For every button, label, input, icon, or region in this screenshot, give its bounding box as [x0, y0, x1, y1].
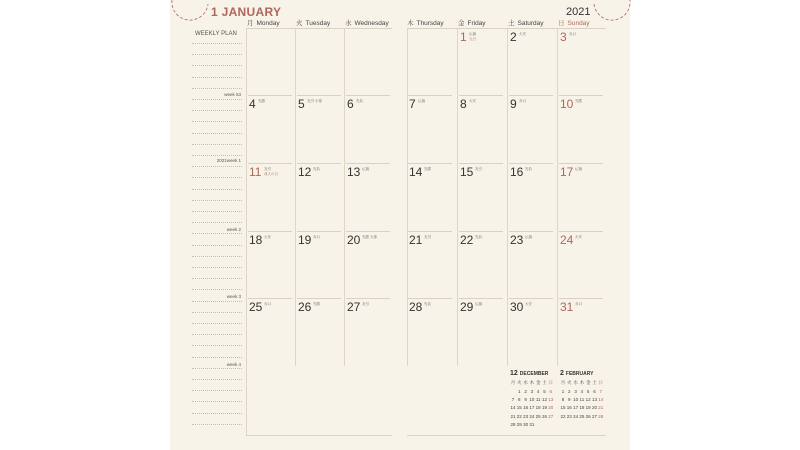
- day-header-kanji: 金: [458, 20, 465, 27]
- mini-date: 23: [566, 413, 572, 419]
- mini-date: 29: [516, 421, 522, 427]
- day-note: 仏滅: [575, 167, 582, 171]
- plan-line: [192, 110, 242, 111]
- mini-calendar-number: 2: [560, 370, 564, 377]
- day-header-tuesday: [296, 18, 330, 27]
- mini-date: 20: [591, 405, 597, 411]
- mini-date: 8: [561, 397, 565, 403]
- mini-date: 12: [585, 397, 591, 403]
- mini-date: 27: [548, 413, 554, 419]
- mini-date: 24: [529, 413, 535, 419]
- plan-line: [192, 312, 242, 313]
- mini-weekday: 土: [592, 380, 597, 385]
- day-header-kanji: 月: [247, 20, 254, 27]
- mini-date: 3: [574, 389, 577, 394]
- mini-date: 5: [586, 389, 590, 394]
- mini-date: 7: [511, 397, 515, 403]
- mini-date: 2: [568, 389, 571, 394]
- date-underline: [346, 95, 390, 96]
- date-number: 11: [249, 165, 262, 179]
- plan-line: [192, 245, 242, 246]
- day-header-name: Friday: [467, 20, 486, 27]
- date-underline: [459, 95, 503, 96]
- mini-calendar-name: DECEMBER: [519, 371, 549, 377]
- day-note: 仏滅: [475, 302, 482, 306]
- mini-date: 26: [585, 413, 591, 419]
- mini-date: 1: [518, 389, 521, 394]
- day-note: 大安: [575, 235, 582, 239]
- mini-date: 19: [585, 405, 591, 411]
- mini-date: 6: [549, 389, 553, 394]
- day-header-kanji: 木: [407, 20, 414, 27]
- mini-date: 16: [523, 405, 529, 411]
- day-note: 赤口: [313, 235, 320, 239]
- date-underline: [559, 298, 603, 299]
- mini-weekday: 水: [573, 380, 578, 385]
- mini-date: 4: [536, 389, 540, 394]
- day-header-name: Monday: [256, 20, 280, 27]
- mini-date: 11: [535, 397, 541, 403]
- date-underline: [559, 163, 603, 164]
- mini-date: 26: [541, 413, 547, 419]
- bottom-line: [407, 435, 606, 436]
- mini-date: 8: [518, 397, 521, 403]
- mini-date: 22: [560, 413, 566, 419]
- date-number: 22: [460, 233, 474, 247]
- date-underline: [408, 231, 452, 232]
- day-note: 赤口: [264, 302, 271, 306]
- mini-date: 15: [560, 405, 566, 411]
- plan-line: [192, 334, 242, 335]
- date-underline: [559, 231, 603, 232]
- date-number: 13: [347, 165, 361, 179]
- plan-line: [192, 144, 242, 145]
- day-header-name: Saturday: [517, 20, 544, 27]
- mini-weekday: 木: [579, 380, 585, 385]
- plan-line: [192, 200, 242, 201]
- date-number: 17: [560, 165, 574, 179]
- day-header-sunday: [558, 18, 590, 27]
- plan-line: [192, 155, 242, 156]
- plan-line: [192, 65, 242, 66]
- date-underline: [346, 163, 390, 164]
- plan-line: [192, 233, 242, 234]
- plan-line: [192, 43, 242, 44]
- day-header-wednesday: [345, 18, 389, 27]
- date-underline: [297, 298, 341, 299]
- day-header-name: Tuesday: [305, 20, 331, 27]
- date-number: 24: [560, 233, 574, 247]
- mini-date: 13: [548, 397, 554, 403]
- mini-date: 5: [543, 389, 546, 394]
- header-underline: [246, 28, 392, 29]
- date-number: 25: [249, 300, 263, 314]
- plan-line: [192, 323, 242, 324]
- plan-line: [192, 54, 242, 55]
- mini-date: 1: [561, 389, 565, 394]
- mini-weekday: 金: [585, 380, 591, 385]
- day-note: 先負: [313, 167, 320, 171]
- date-number: 15: [460, 165, 474, 179]
- plan-line: [192, 368, 242, 369]
- week-label: week 2: [226, 227, 241, 232]
- bottom-line: [246, 435, 392, 436]
- column-divider: [246, 28, 247, 436]
- mini-date: 28: [598, 413, 604, 419]
- date-number: 29: [460, 300, 474, 314]
- date-number: 12: [298, 165, 312, 179]
- date-number: 8: [460, 97, 467, 111]
- mini-date: 15: [516, 405, 522, 411]
- day-note: 友引: [424, 235, 431, 239]
- date-underline: [509, 95, 553, 96]
- date-number: 6: [347, 97, 354, 111]
- left-corner-arc: [170, 0, 210, 22]
- week-label: week 4: [226, 362, 241, 367]
- mini-date: 3: [530, 389, 534, 394]
- mini-date: 17: [573, 405, 579, 411]
- date-number: 20: [347, 233, 361, 247]
- plan-line: [192, 379, 242, 380]
- week-label: 2021week 1: [216, 158, 241, 163]
- plan-line: [192, 413, 242, 414]
- date-underline: [297, 231, 341, 232]
- column-divider: [507, 28, 508, 366]
- plan-line: [192, 357, 242, 358]
- column-divider: [344, 28, 345, 366]
- mini-date: 27: [591, 413, 597, 419]
- day-header-name: Thursday: [416, 20, 444, 27]
- day-note: 大安: [264, 235, 271, 239]
- mini-weekday: 日: [598, 380, 604, 385]
- plan-line: [192, 289, 242, 290]
- mini-date: 14: [598, 397, 604, 403]
- mini-date: 2: [524, 389, 527, 394]
- mini-weekday: 土: [542, 380, 547, 385]
- date-underline: [509, 231, 553, 232]
- plan-line: [192, 166, 242, 167]
- day-note: 友引: [475, 167, 482, 171]
- date-underline: [459, 298, 503, 299]
- mini-date: 21: [510, 413, 516, 419]
- mini-weekday: 火: [517, 380, 522, 385]
- day-note: 仏滅: [418, 99, 425, 103]
- day-note: 赤口: [575, 302, 582, 306]
- plan-line: [192, 77, 242, 78]
- date-underline: [346, 231, 390, 232]
- date-underline: [459, 231, 503, 232]
- plan-line: [192, 345, 242, 346]
- mini-date: 13: [591, 397, 597, 403]
- mini-date: 17: [529, 405, 535, 411]
- mini-date: 25: [579, 413, 585, 419]
- date-underline: [297, 163, 341, 164]
- mini-date: 28: [510, 421, 516, 427]
- mini-date: 30: [523, 421, 529, 427]
- mini-date: 11: [579, 397, 585, 403]
- column-divider: [557, 28, 558, 366]
- day-note: 先勝 大寒: [362, 235, 377, 239]
- day-header-name: Sunday: [567, 20, 590, 27]
- date-underline: [559, 95, 603, 96]
- mini-date: 10: [573, 397, 579, 403]
- plan-line: [192, 278, 242, 279]
- date-number: 31: [560, 300, 574, 314]
- column-divider: [407, 28, 408, 366]
- day-header-kanji: 火: [296, 20, 303, 27]
- week-label: week 3: [226, 294, 241, 299]
- plan-line: [192, 222, 242, 223]
- day-note: 先負: [356, 99, 363, 103]
- column-divider: [457, 28, 458, 366]
- day-note: 先負: [525, 167, 532, 171]
- mini-date: 12: [541, 397, 547, 403]
- plan-line: [192, 133, 242, 134]
- mini-weekday: 木: [529, 380, 535, 385]
- date-number: 28: [409, 300, 423, 314]
- mini-date: 18: [579, 405, 585, 411]
- day-note: 先勝: [575, 99, 582, 103]
- date-underline: [248, 95, 292, 96]
- mini-date: 16: [566, 405, 572, 411]
- plan-line: [192, 189, 242, 190]
- date-number: 26: [298, 300, 312, 314]
- plan-line: [192, 256, 242, 257]
- mini-date: 22: [516, 413, 522, 419]
- mini-date: 21: [598, 405, 604, 411]
- date-number: 16: [510, 165, 524, 179]
- plan-line: [192, 177, 242, 178]
- day-note: 仏滅: [525, 235, 532, 239]
- date-number: 27: [347, 300, 361, 314]
- day-note: 赤口: [519, 99, 526, 103]
- date-number: 5: [298, 97, 305, 111]
- date-number: 21: [409, 233, 423, 247]
- day-note: 大安: [519, 32, 526, 36]
- date-underline: [408, 298, 452, 299]
- month-title: 1 JANUARY: [211, 5, 282, 19]
- day-note: 赤口: [569, 32, 576, 36]
- day-note: 大安: [469, 99, 476, 103]
- day-note: 仏滅: [469, 32, 476, 36]
- day-note: 仏滅: [362, 167, 369, 171]
- mini-weekday: 月: [510, 380, 516, 385]
- day-header-name: Wednesday: [354, 20, 389, 27]
- date-underline: [297, 95, 341, 96]
- date-number: 18: [249, 233, 263, 247]
- day-note: 友引: [264, 167, 271, 171]
- week-label: week 53: [224, 92, 241, 97]
- plan-line: [192, 121, 242, 122]
- mini-calendar-title: [510, 370, 548, 377]
- mini-date: 23: [523, 413, 529, 419]
- mini-date: 9: [524, 397, 527, 403]
- date-number: 23: [510, 233, 524, 247]
- date-underline: [459, 163, 503, 164]
- date-number: 7: [409, 97, 416, 111]
- date-number: 1: [460, 30, 467, 44]
- plan-line: [192, 390, 242, 391]
- day-note: 先勝: [313, 302, 320, 306]
- day-note: 友引 小寒: [307, 99, 322, 103]
- mini-weekday: 月: [560, 380, 566, 385]
- day-note: 元日: [469, 36, 476, 41]
- date-number: 3: [560, 30, 567, 44]
- day-header-kanji: 土: [508, 20, 515, 27]
- mini-date: 10: [529, 397, 535, 403]
- mini-date: 7: [599, 389, 603, 394]
- mini-date: 4: [580, 389, 584, 394]
- date-number: 2: [510, 30, 517, 44]
- day-note: 友引: [362, 302, 369, 306]
- mini-calendar-number: 12: [510, 370, 518, 377]
- mini-date: 24: [573, 413, 579, 419]
- mini-date: 19: [541, 405, 547, 411]
- right-corner-arc: [592, 0, 632, 22]
- plan-line: [192, 99, 242, 100]
- mini-date: 14: [510, 405, 516, 411]
- day-note: 先勝: [424, 167, 431, 171]
- mini-date: 6: [593, 389, 596, 394]
- day-note: 先勝: [258, 99, 265, 103]
- mini-calendar-name: FEBRUARY: [565, 371, 594, 377]
- plan-line: [192, 211, 242, 212]
- mini-calendar-title: [560, 370, 594, 377]
- date-underline: [248, 231, 292, 232]
- date-number: 10: [560, 97, 574, 111]
- date-underline: [509, 163, 553, 164]
- header-underline: [407, 28, 606, 29]
- day-header-monday: [247, 18, 280, 27]
- date-number: 19: [298, 233, 312, 247]
- day-note: 先負: [424, 302, 431, 306]
- date-underline: [509, 298, 553, 299]
- plan-line: [192, 301, 242, 302]
- mini-weekday: 火: [567, 380, 572, 385]
- day-header-kanji: 水: [345, 20, 352, 27]
- day-header-saturday: [508, 18, 544, 27]
- day-note: 先負: [475, 235, 482, 239]
- day-note: 成人の日: [264, 171, 278, 176]
- year-label: 2021: [566, 6, 591, 18]
- mini-date: 25: [535, 413, 541, 419]
- date-number: 4: [249, 97, 256, 111]
- date-number: 9: [510, 97, 517, 111]
- plan-line: [192, 88, 242, 89]
- mini-date: 18: [535, 405, 541, 411]
- plan-line: [192, 424, 242, 425]
- weekly-plan-label: WEEKLY PLAN: [195, 31, 237, 37]
- date-underline: [346, 298, 390, 299]
- column-divider: [295, 28, 296, 366]
- date-underline: [408, 163, 452, 164]
- mini-date: 20: [548, 405, 554, 411]
- day-header-thursday: [407, 18, 444, 27]
- day-note: 大安: [525, 302, 532, 306]
- plan-line: [192, 401, 242, 402]
- mini-date: 9: [568, 397, 571, 403]
- mini-date: 31: [529, 421, 535, 427]
- mini-weekday: 金: [535, 380, 541, 385]
- date-underline: [408, 95, 452, 96]
- date-underline: [248, 163, 292, 164]
- day-header-kanji: 日: [558, 20, 565, 27]
- date-underline: [248, 298, 292, 299]
- mini-weekday: 水: [523, 380, 528, 385]
- date-number: 30: [510, 300, 524, 314]
- mini-weekday: 日: [548, 380, 554, 385]
- plan-line: [192, 267, 242, 268]
- date-number: 14: [409, 165, 423, 179]
- day-header-friday: [458, 18, 486, 27]
